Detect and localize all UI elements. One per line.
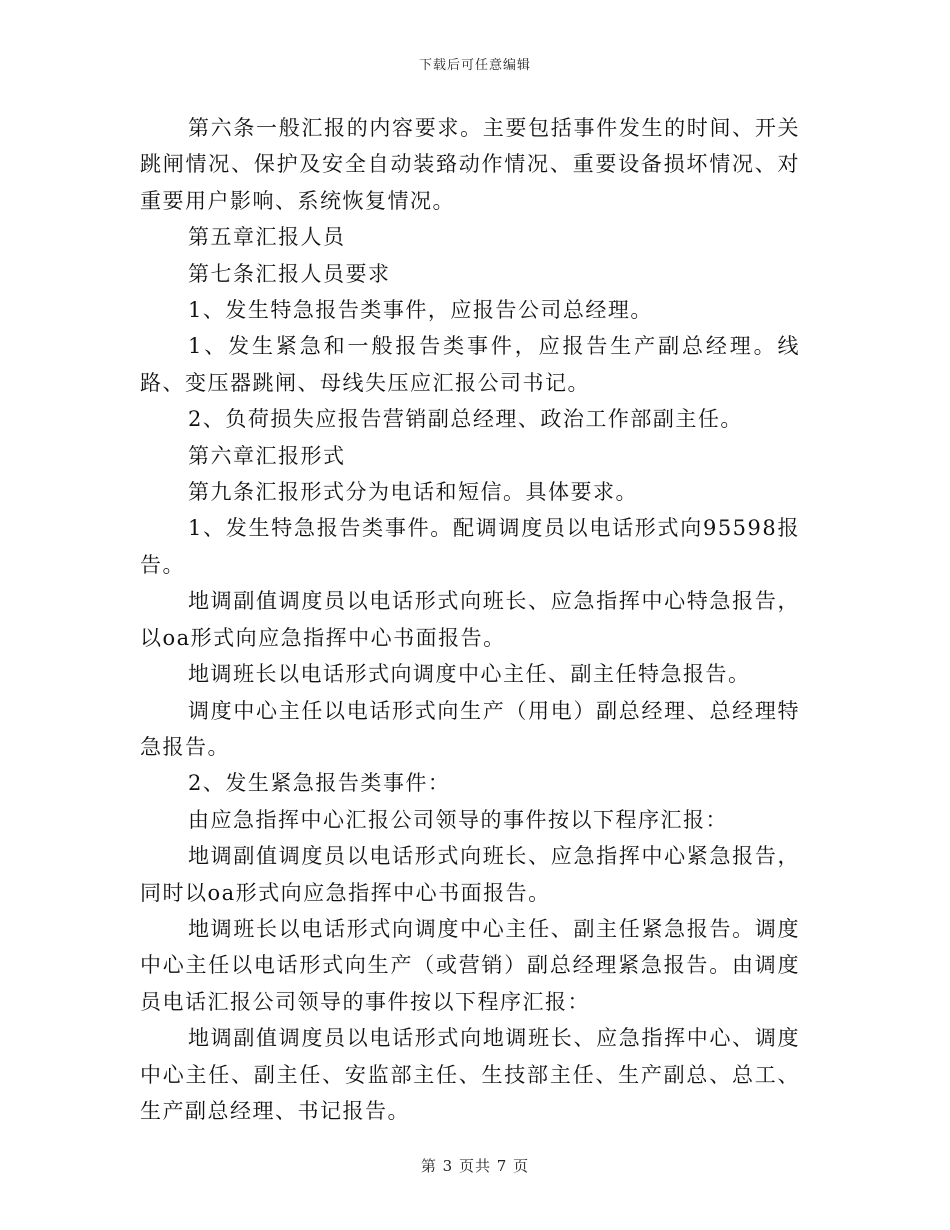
paragraph-article-7: 第七条汇报人员要求 bbox=[188, 261, 391, 286]
paragraph-article-6: 第六条一般汇报的内容要求。主要包括事件发生的时间、开关跳闸情况、保护及安全自动装臵动作情况、重要设备损坏情况、对重要用户影响、系统恢复情况。 bbox=[140, 116, 800, 213]
paragraph-item: 1、发生特急报告类事件。配调调度员以电话形式向95598报告。 bbox=[140, 516, 800, 577]
paragraph-body: 由应急指挥中心汇报公司领导的事件按以下程序汇报： bbox=[188, 807, 728, 832]
page-header: 下载后可任意编辑 bbox=[418, 58, 531, 73]
paragraph-item: 1、发生紧急和一般报告类事件，应报告生产副总经理。线路、变压器跳闸、母线失压应汇报公司书记。 bbox=[140, 334, 800, 395]
paragraph-body: 调度中心主任以电话形式向生产（用电）副总经理、总经理特急报告。 bbox=[140, 698, 800, 759]
document-body bbox=[140, 110, 800, 1129]
paragraph-item: 2、发生紧急报告类事件： bbox=[188, 771, 451, 796]
paragraph-chapter-5-heading: 第五章汇报人员 bbox=[188, 225, 346, 250]
page-footer: 第 3 页共 7 页 bbox=[420, 1157, 530, 1175]
paragraph-body: 地调班长以电话形式向调度中心主任、副主任紧急报告。调度中心主任以电话形式向生产（或营销）副总经理紧急报告。由调度员电话汇报公司领导的事件按以下程序汇报： bbox=[140, 916, 800, 1014]
paragraph-body: 地调副值调度员以电话形式向班长、应急指挥中心特急报告，以oa形式向应急指挥中心书面报告。 bbox=[140, 589, 800, 650]
paragraph-item: 1、发生特急报告类事件，应报告公司总经理。 bbox=[188, 298, 653, 323]
paragraph-article-9: 第九条汇报形式分为电话和短信。具体要求。 bbox=[188, 480, 638, 505]
paragraph-chapter-6-heading: 第六章汇报形式 bbox=[188, 443, 346, 468]
paragraph-body: 地调副值调度员以电话形式向地调班长、应急指挥中心、调度中心主任、副主任、安监部主任、生技部主任、生产副总、总工、生产副总经理、书记报告。 bbox=[140, 1026, 800, 1123]
paragraph-body: 地调副值调度员以电话形式向班长、应急指挥中心紧急报告，同时以oa形式向应急指挥中心书面报告。 bbox=[140, 844, 800, 905]
paragraph-body: 地调班长以电话形式向调度中心主任、副主任特急报告。 bbox=[188, 662, 751, 687]
paragraph-item: 2、负荷损失应报告营销副总经理、政治工作部副主任。 bbox=[188, 407, 743, 432]
